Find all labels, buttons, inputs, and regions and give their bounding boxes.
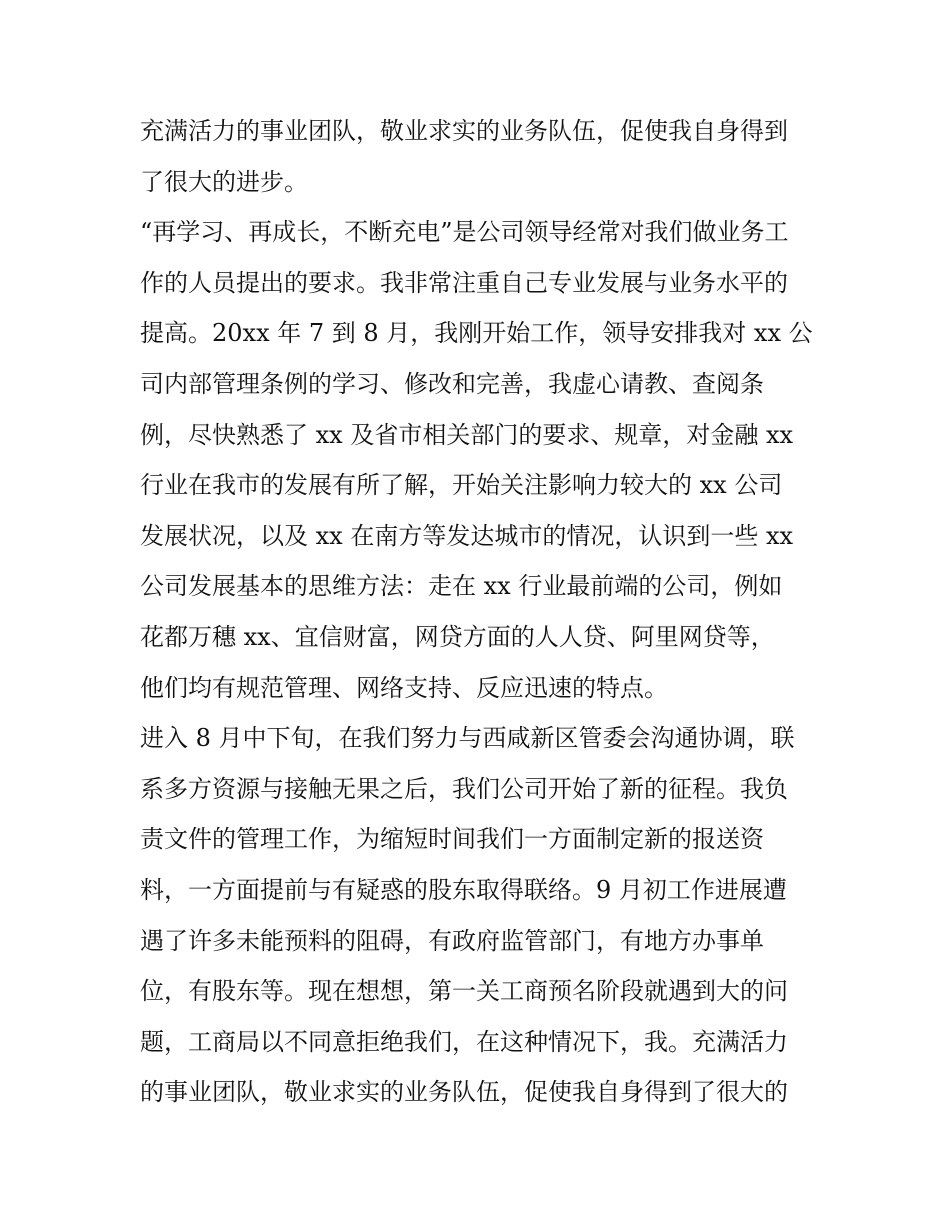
text-line: 他们均有规范管理、网络支持、反应迅速的特点。 [140, 673, 668, 702]
text-line: 花都万穗 xx、宜信财富，网贷方面的人人贷、阿里网贷等， [140, 622, 775, 651]
body-text [140, 106, 820, 1118]
text-line: 例，尽快熟悉了 xx 及省市相关部门的要求、规章，对金融 xx [140, 420, 794, 449]
text-line: 进入 8 月中下旬，在我们努力与西咸新区管委会沟通协调，联 [140, 724, 795, 753]
text-line: 行业在我市的发展有所了解，开始关注影响力较大的 xx 公司 [140, 471, 783, 500]
text-line: 位，有股东等。现在想想，第一关工商预名阶段就遇到大的问 [140, 977, 788, 1006]
text-line: 了很大的进步。 [140, 167, 308, 196]
text-line: 遇了许多未能预料的阻碍，有政府监管部门，有地方办事单 [140, 926, 764, 955]
text-line: 充满活力的事业团队，敬业求实的业务队伍，促使我自身得到 [140, 117, 788, 145]
text-line: 提高。20xx 年 7 到 8 月，我刚开始工作，领导安排我对 xx 公 [140, 319, 813, 348]
text-line: “再学习、再成长，不断充电”是公司领导经常对我们做业务工 [140, 218, 789, 247]
text-line: 料，一方面提前与有疑惑的股东取得联络。9 月初工作进展遭 [140, 875, 787, 904]
text-line: 公司发展基本的思维方法：走在 xx 行业最前端的公司，例如 [140, 572, 783, 601]
text-line: 责文件的管理工作，为缩短时间我们一方面制定新的报送资 [140, 825, 764, 854]
text-line: 题，工商局以不同意拒绝我们，在这种情况下，我。充满活力 [140, 1027, 788, 1056]
text-line: 发展状况，以及 xx 在南方等发达城市的情况，认识到一些 xx [140, 521, 794, 550]
text-line: 系多方资源与接触无果之后，我们公司开始了新的征程。我负 [140, 774, 788, 803]
text-line: 司内部管理条例的学习、修改和完善，我虚心请教、查阅条 [140, 369, 764, 398]
text-line: 作的人员提出的要求。我非常注重自己专业发展与业务水平的 [140, 268, 788, 297]
text-line: 的事业团队，敬业求实的业务队伍，促使我自身得到了很大的 [140, 1078, 788, 1107]
